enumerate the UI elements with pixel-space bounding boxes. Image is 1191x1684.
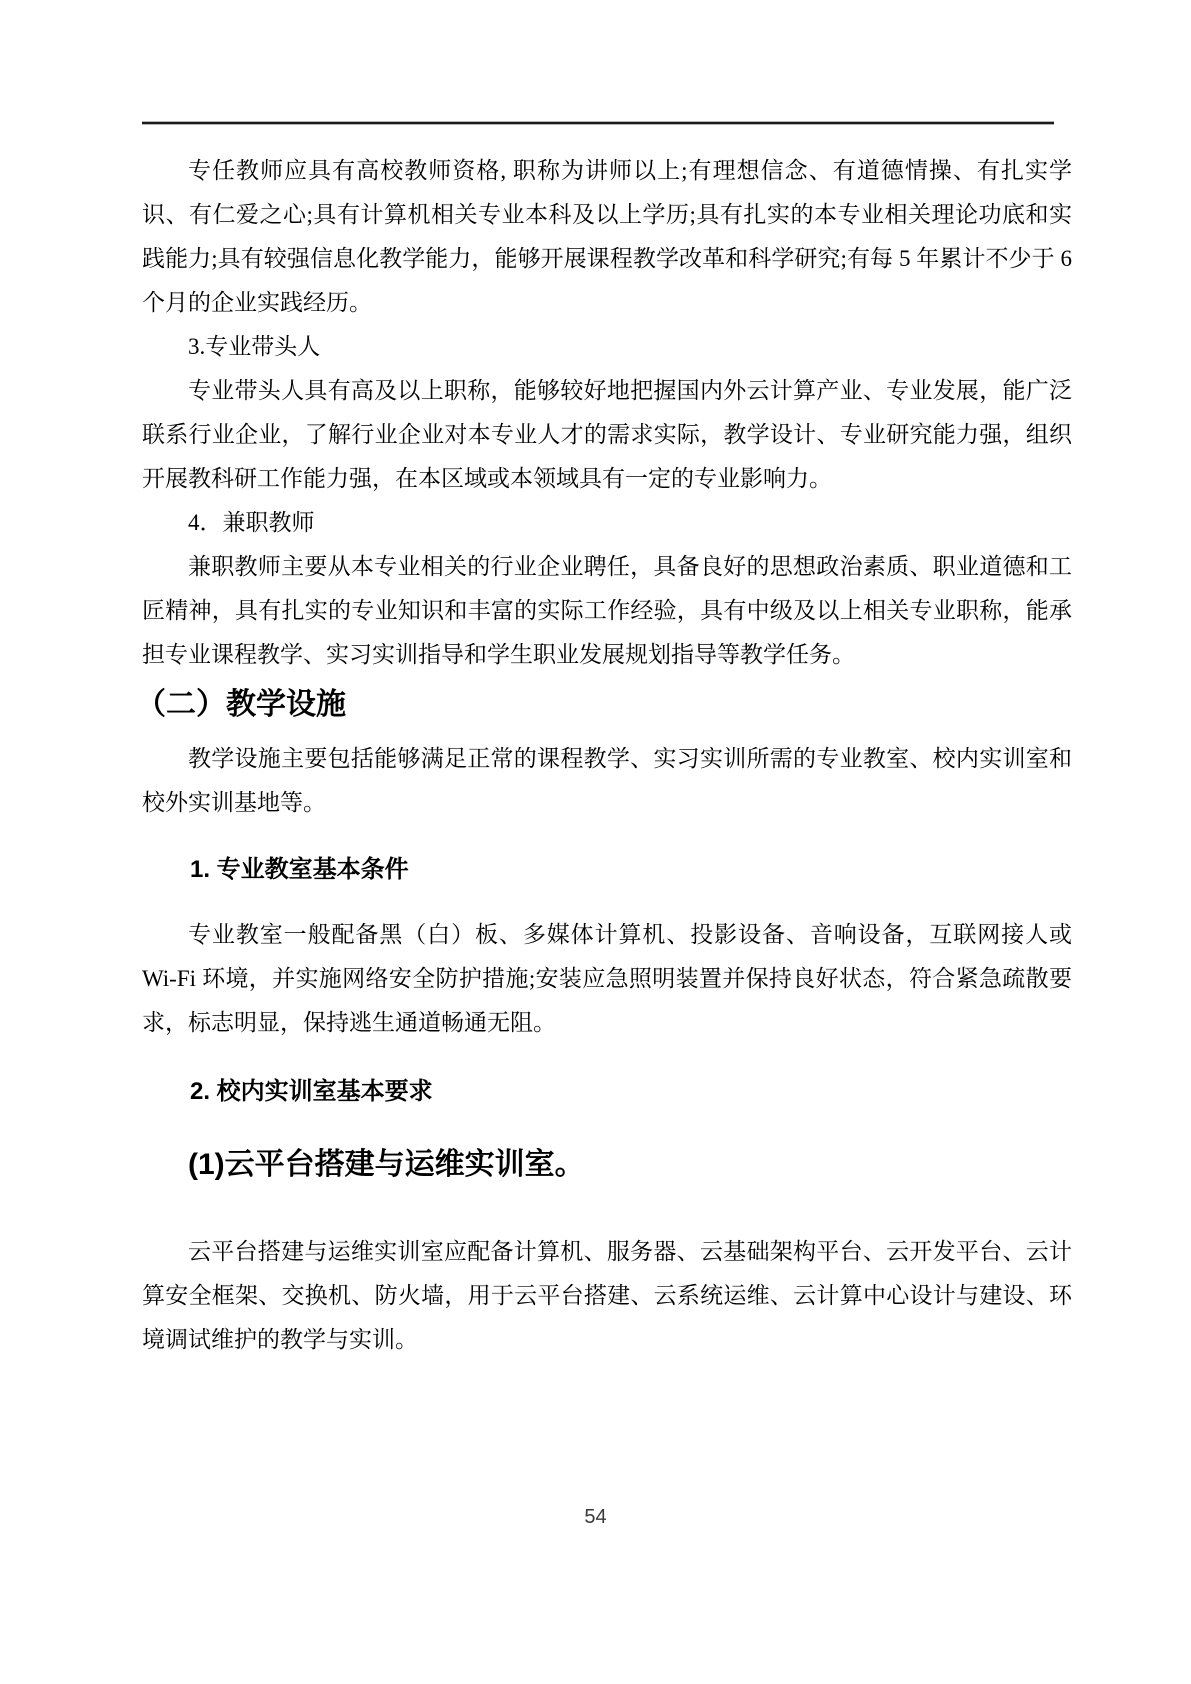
item-heading-parttime-teacher: 4．兼职教师 xyxy=(188,510,315,535)
subheading-campus-training-rooms: 2. 校内实训室基本要求 xyxy=(190,1078,433,1105)
paragraph-parttime-teacher: 兼职教师主要从本专业相关的行业企业聘任，具备良好的思想政治素质、职业道德和工匠精神，具有扎实的专业知识和丰富的实际工作经验，具有中级及以上相关专业职称，能承担专业课程教学、实习实训指导和学生职业发展规划指导等教学任务。 xyxy=(142,554,1072,667)
paragraph-facilities-intro: 教学设施主要包括能够满足正常的课程教学、实习实训所需的专业教室、校内实训室和校外实训基地等。 xyxy=(142,746,1072,815)
paragraph-teacher-qualifications: 专任教师应具有高校教师资格, 职称为讲师以上;有理想信念、有道德情操、有扎实学识、有仁爱之心;具有计算机相关专业本科及以上学历;具有扎实的本专业相关理论功底和实践能力;具有较强信息化教学能力，能够开展课程教学改革和科学研究;有每 5 年累计不少于 6 个月的企业实践经历。 xyxy=(142,158,1072,315)
paragraph-classroom-conditions: 专业教室一般配备黑（白）板、多媒体计算机、投影设备、音响设备，互联网接人或 Wi-Fi 环境，并实施网络安全防护措施;安装应急照明装置并保持良好状态，符合紧急疏散要求，标志明显，保持逃生通道畅通无阻。 xyxy=(142,922,1072,1035)
page-number: 54 xyxy=(584,1506,607,1528)
paragraph-cloud-platform-room: 云平台搭建与运维实训室应配备计算机、服务器、云基础架构平台、云开发平台、云计算安全框架、交换机、防火墙，用于云平台搭建、云系统运维、云计算中心设计与建设、环境调试维护的教学与实训。 xyxy=(142,1239,1072,1352)
header-rule xyxy=(142,121,1054,125)
item-heading-professional-leader: 3.专业带头人 xyxy=(188,334,321,359)
subheading-classroom-conditions: 1. 专业教室基本条件 xyxy=(190,856,409,883)
section-heading-teaching-facilities: （二）教学设施 xyxy=(136,688,346,721)
paragraph-professional-leader: 专业带头人具有高及以上职称，能够较好地把握国内外云计算产业、专业发展，能广泛联系行业企业，了解行业企业对本专业人才的需求实际，教学设计、专业研究能力强，组织开展教科研工作能力强，在本区域或本领域具有一定的专业影响力。 xyxy=(142,378,1072,491)
subheading-cloud-platform-room: (1)云平台搭建与运维实训室。 xyxy=(188,1148,585,1181)
